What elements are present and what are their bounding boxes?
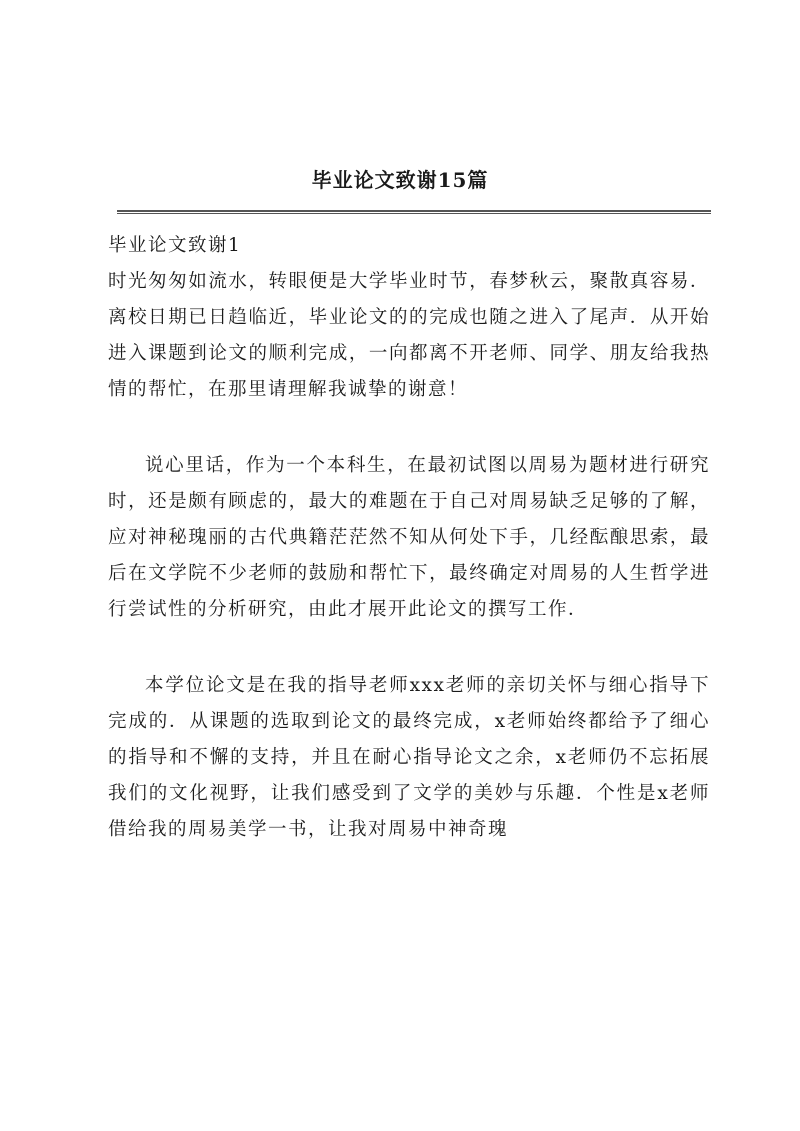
- document-title: 毕业论文致谢15篇: [311, 168, 489, 192]
- paragraph-1: 时光匆匆如流水，转眼便是大学毕业时节，春梦秋云，聚散真容易．离校日期已日趋临近，毕业论文的的完成也随之进入了尾声．从开始进入课题到论文的顺利完成，一向都离不开老师、同学、朋友给我热情的帮忙，在那里请理解我诚挚的谢意！: [108, 271, 710, 400]
- section-heading: 毕业论文致谢1: [108, 235, 242, 256]
- paragraph-3: 本学位论文是在我的指导老师xxx老师的亲切关怀与细心指导下完成的．从课题的选取到论文的最终完成，x老师始终都给予了细心的指导和不懈的支持，并且在耐心指导论文之余，x老师仍不忘拓展我们的文化视野，让我们感受到了文学的美妙与乐趣．个性是x老师借给我的周易美学一书，让我对周易中神奇瑰: [108, 675, 710, 840]
- paragraph-2: 说心里话，作为一个本科生，在最初试图以周易为题材进行研究时，还是颇有顾虑的，最大的难题在于自己对周易缺乏足够的了解，应对神秘瑰丽的古代典籍茫茫然不知从何处下手，几经酝酿思索，最后在文学院不少老师的鼓励和帮忙下，最终确定对周易的人生哲学进行尝试性的分析研究，由此才展开此论文的撰写工作．: [108, 455, 710, 620]
- document-body: [108, 228, 710, 848]
- title-divider: [117, 210, 711, 214]
